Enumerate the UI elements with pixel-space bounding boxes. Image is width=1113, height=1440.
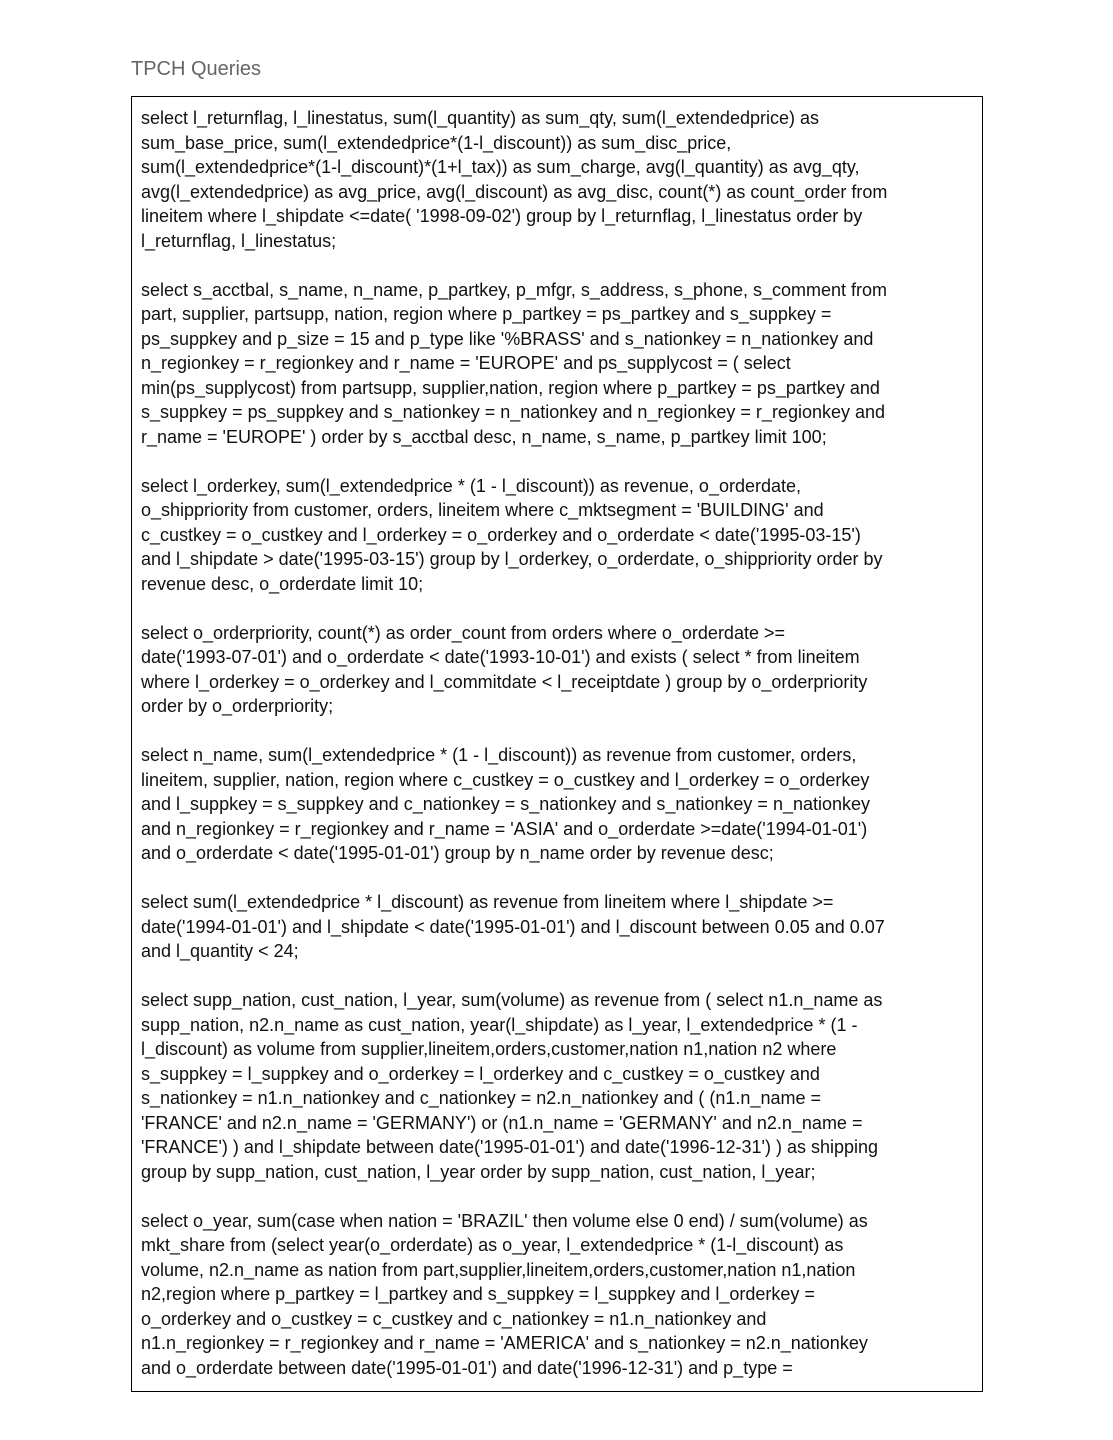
query-paragraph — [141, 474, 982, 597]
query-line: min(ps_supplycost) from partsupp, supplier,nation, region where p_partkey = ps_partkey and — [141, 377, 880, 398]
query-line: and l_shipdate > date('1995-03-15') group by l_orderkey, o_orderdate, o_shippriority order by — [141, 549, 883, 569]
query-line: mkt_share from (select year(o_orderdate) as o_year, l_extendedprice * (1-l_discount) as — [141, 1235, 844, 1255]
query-line: and l_suppkey = s_suppkey and c_nationkey = s_nationkey and s_nationkey = n_nationkey — [141, 794, 871, 814]
query-line: group by supp_nation, cust_nation, l_year order by supp_nation, cust_nation, l_year; — [141, 1161, 816, 1182]
query-line: r_name = 'EUROPE' ) order by s_acctbal desc, n_name, s_name, p_partkey limit 100; — [141, 426, 827, 447]
query-line: sum(l_extendedprice*(1-l_discount)*(1+l_tax)) as sum_charge, avg(l_quantity) as avg_qty, — [141, 157, 860, 177]
query-line: select o_year, sum(case when nation = 'BRAZIL' then volume else 0 end) / sum(volume) as — [141, 1210, 868, 1231]
queries-box — [131, 96, 983, 1392]
query-paragraph — [141, 743, 982, 866]
query-line: select l_returnflag, l_linestatus, sum(l_quantity) as sum_qty, sum(l_extendedprice) as — [141, 108, 819, 128]
query-paragraph — [141, 890, 982, 964]
query-line: lineitem, supplier, nation, region where c_custkey = o_custkey and l_orderkey = o_orderkey — [141, 769, 870, 790]
query-line: c_custkey = o_custkey and l_orderkey = o_orderkey and o_orderdate < date('1995-03-15') — [141, 524, 861, 545]
query-line: select n_name, sum(l_extendedprice * (1 - l_discount)) as revenue from customer, orders, — [141, 745, 857, 765]
query-line: 'FRANCE' and n2.n_name = 'GERMANY') or (n1.n_name = 'GERMANY' and n2.n_name = — [141, 1112, 863, 1133]
query-line: n_regionkey = r_regionkey and r_name = 'EUROPE' and ps_supplycost = ( select — [141, 353, 791, 373]
queries-content — [132, 97, 982, 1380]
query-line: s_suppkey = ps_suppkey and s_nationkey = n_nationkey and n_regionkey = r_regionkey and — [141, 402, 886, 422]
query-line: avg(l_extendedprice) as avg_price, avg(l_discount) as avg_disc, count(*) as count_order from — [141, 181, 888, 202]
query-line: volume, n2.n_name as nation from part,supplier,lineitem,orders,customer,nation n1,nation — [141, 1259, 856, 1280]
query-line: sum_base_price, sum(l_extendedprice*(1-l_discount)) as sum_disc_price, — [141, 132, 732, 153]
query-line: supp_nation, n2.n_name as cust_nation, year(l_shipdate) as l_year, l_extendedprice * (1 - — [141, 1014, 858, 1035]
page-title: TPCH Queries — [131, 58, 262, 80]
query-line: lineitem where l_shipdate <=date( '1998-09-02') group by l_returnflag, l_linestatus order by — [141, 206, 863, 226]
query-line: and o_orderdate < date('1995-01-01') group by n_name order by revenue desc; — [141, 843, 774, 863]
query-line: ps_suppkey and p_size = 15 and p_type like '%BRASS' and s_nationkey = n_nationkey and — [141, 328, 874, 349]
query-line: and o_orderdate between date('1995-01-01') and date('1996-12-31') and p_type = — [141, 1357, 793, 1378]
query-line: n2,region where p_partkey = l_partkey and s_suppkey = l_suppkey and l_orderkey = — [141, 1284, 815, 1304]
query-line: select o_orderpriority, count(*) as order_count from orders where o_orderdate >= — [141, 622, 785, 643]
query-line: date('1994-01-01') and l_shipdate < date('1995-01-01') and l_discount between 0.05 and 0.07 — [141, 916, 885, 937]
query-line: select l_orderkey, sum(l_extendedprice * (1 - l_discount)) as revenue, o_orderdate, — [141, 475, 802, 496]
query-line: l_returnflag, l_linestatus; — [141, 230, 337, 251]
query-paragraph — [141, 106, 982, 253]
query-paragraph — [141, 988, 982, 1184]
query-paragraph — [141, 1209, 982, 1381]
query-line: order by o_orderpriority; — [141, 696, 334, 716]
query-line: date('1993-07-01') and o_orderdate < date('1993-10-01') and exists ( select * from lineitem — [141, 647, 860, 667]
query-line: select s_acctbal, s_name, n_name, p_partkey, p_mfgr, s_address, s_phone, s_comment from — [141, 279, 888, 300]
query-line: 'FRANCE') ) and l_shipdate between date('1995-01-01') and date('1996-12-31') ) as shipping — [141, 1137, 879, 1157]
query-line: s_nationkey = n1.n_nationkey and c_nationkey = n2.n_nationkey and ( (n1.n_name = — [141, 1088, 821, 1108]
query-line: select sum(l_extendedprice * l_discount) as revenue from lineitem where l_shipdate >= — [141, 892, 834, 912]
query-line: s_suppkey = l_suppkey and o_orderkey = l_orderkey and c_custkey = o_custkey and — [141, 1063, 820, 1084]
query-paragraph — [141, 621, 982, 719]
query-line: and n_regionkey = r_regionkey and r_name = 'ASIA' and o_orderdate >=date('1994-01-01') — [141, 818, 868, 839]
query-line: where l_orderkey = o_orderkey and l_commitdate < l_receiptdate ) group by o_orderpriority — [141, 671, 868, 692]
query-line: o_orderkey and o_custkey = c_custkey and c_nationkey = n1.n_nationkey and — [141, 1308, 767, 1329]
query-line: n1.n_regionkey = r_regionkey and r_name = 'AMERICA' and s_nationkey = n2.n_nationkey — [141, 1333, 868, 1353]
query-line: part, supplier, partsupp, nation, region where p_partkey = ps_partkey and s_suppkey = — [141, 304, 832, 324]
query-line: revenue desc, o_orderdate limit 10; — [141, 573, 424, 594]
query-line: select supp_nation, cust_nation, l_year, sum(volume) as revenue from ( select n1.n_name as — [141, 990, 883, 1010]
query-line: l_discount) as volume from supplier,lineitem,orders,customer,nation n1,nation n2 where — [141, 1039, 837, 1059]
query-paragraph — [141, 278, 982, 450]
query-line: and l_quantity < 24; — [141, 941, 299, 961]
query-line: o_shippriority from customer, orders, lineitem where c_mktsegment = 'BUILDING' and — [141, 500, 824, 520]
